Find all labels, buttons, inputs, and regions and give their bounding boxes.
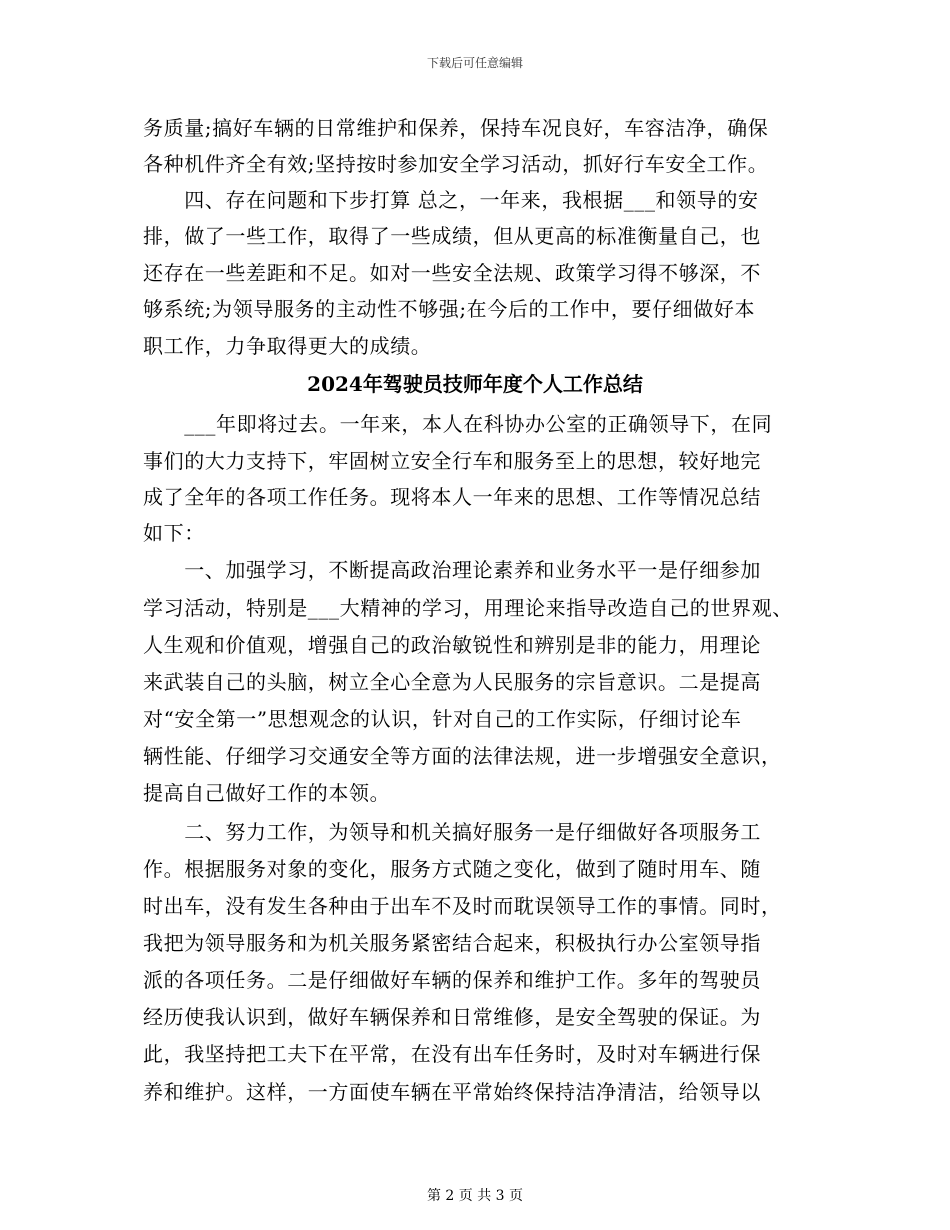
body-line: 提高自己做好工作的本领。 xyxy=(143,781,391,805)
body-line: 派的各项任务。二是仔细做好车辆的保养和维护工作。多年的驾驶员 xyxy=(143,968,761,992)
body-line: 如下： xyxy=(143,521,205,545)
body-line: 二、努力工作，为领导和机关搞好服务一是仔细做好各项服务工 xyxy=(143,820,761,844)
body-line: 务质量;搞好车辆的日常维护和保养，保持车况良好，车容洁净，确保 xyxy=(143,116,769,140)
page-header: 下载后可任意编辑 xyxy=(426,56,523,70)
page-footer: 第 2 页 共 3 页 xyxy=(426,1188,524,1204)
body-line: 学习活动，特别是___大精神的学习，用理论来指导改造自己的世界观、 xyxy=(143,596,793,620)
body-line: 经历使我认识到，做好车辆保养和日常维修，是安全驾驶的保证。为 xyxy=(143,1005,761,1029)
body-line: 排，做了一些工作，取得了一些成绩，但从更高的标准衡量自己，也 xyxy=(143,224,761,248)
body-line: 够系统;为领导服务的主动性不够强;在今后的工作中，要仔细做好本 xyxy=(143,297,756,321)
body-line: 作。根据服务对象的变化，服务方式随之变化，做到了随时用车、随 xyxy=(143,857,761,881)
section-title: 2024年驾驶员技师年度个人工作总结 xyxy=(307,372,643,396)
body-line: 时出车，没有发生各种由于出车不及时而耽误领导工作的事情。同时， xyxy=(143,894,782,918)
body-line: 成了全年的各项工作任务。现将本人一年来的思想、工作等情况总结 xyxy=(143,485,761,509)
body-line: 人生观和价值观，增强自己的政治敏锐性和辨别是非的能力，用理论 xyxy=(143,633,761,657)
body-line: 辆性能、仔细学习交通安全等方面的法律法规，进一步增强安全意识， xyxy=(143,744,782,768)
body-line: 一、加强学习，不断提高政治理论素养和业务水平一是仔细参加 xyxy=(143,558,761,582)
body-line: 还存在一些差距和不足。如对一些安全法规、政策学习得不够深，不 xyxy=(143,261,761,285)
body-line: 对“安全第一”思想观念的认识，针对自己的工作实际，仔细讨论车 xyxy=(143,707,742,731)
body-line: 各种机件齐全有效;坚持按时参加安全学习活动，抓好行车安全工作。 xyxy=(143,152,769,176)
body-line: 四、存在问题和下步打算 总之，一年来，我根据___和领导的安 xyxy=(143,188,759,212)
body-line: 我把为领导服务和为机关服务紧密结合起来，积极执行办公室领导指 xyxy=(143,931,761,955)
body-line: ___年即将过去。一年来，本人在科协办公室的正确领导下，在同 xyxy=(143,412,773,436)
body-line: 来武装自己的头脑，树立全心全意为人民服务的宗旨意识。二是提高 xyxy=(143,670,761,694)
body-line: 此，我坚持把工夫下在平常，在没有出车任务时，及时对车辆进行保 xyxy=(143,1042,761,1066)
body-line: 养和维护。这样，一方面使车辆在平常始终保持洁净清洁，给领导以 xyxy=(143,1080,761,1104)
body-line: 事们的大力支持下，牢固树立安全行车和服务至上的思想，较好地完 xyxy=(143,449,761,473)
body-line: 职工作，力争取得更大的成绩。 xyxy=(143,334,432,358)
